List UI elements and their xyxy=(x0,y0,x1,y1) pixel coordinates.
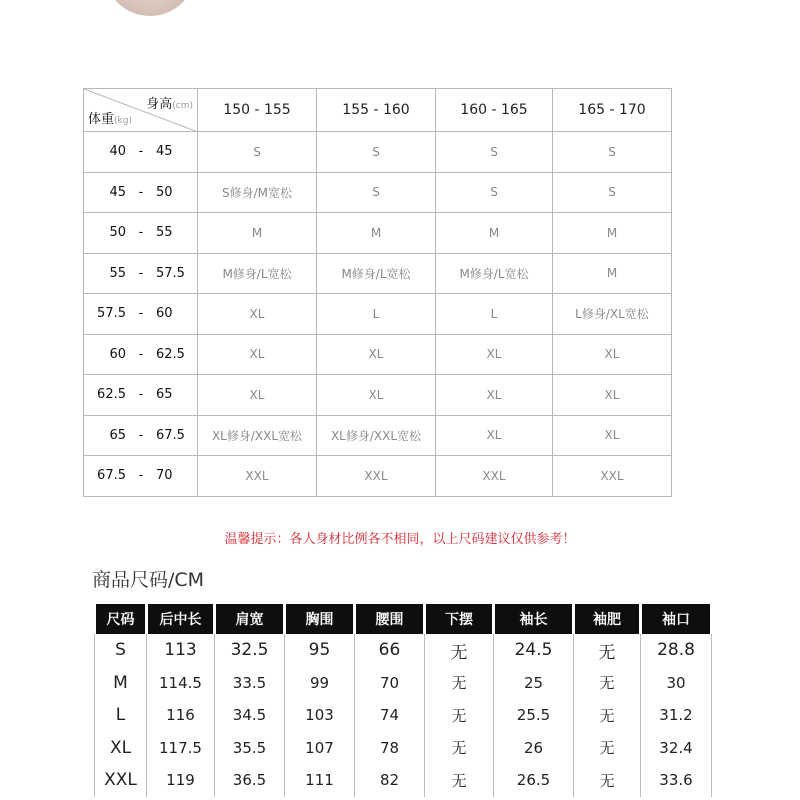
height-axis-label: 身高(cm) xyxy=(146,97,193,112)
measurement-cell: 66 xyxy=(355,634,425,667)
measurement-cell: 32.5 xyxy=(215,634,285,667)
measurement-cell: 无 xyxy=(574,667,641,700)
model-avatar-image xyxy=(104,0,196,16)
product-size-table xyxy=(93,604,713,797)
recommended-size-cell: XXL xyxy=(553,456,672,497)
measurement-cell: 32.4 xyxy=(641,732,712,765)
weight-row xyxy=(84,172,672,213)
measurement-cell: 无 xyxy=(574,699,641,732)
weight-from: 60 xyxy=(109,346,126,362)
measurement-cell: 25.5 xyxy=(494,699,574,732)
measurement-cell: 无 xyxy=(425,764,494,797)
column-header: 袖长 xyxy=(494,604,574,634)
weight-dash: - xyxy=(138,346,144,362)
size-label-cell: L xyxy=(95,699,147,732)
height-weight-corner-cell xyxy=(84,89,198,132)
recommended-size-cell: S xyxy=(436,172,553,213)
column-header: 腰围 xyxy=(355,604,425,634)
weight-row xyxy=(84,253,672,294)
recommended-size-cell: XL xyxy=(317,375,436,416)
weight-row xyxy=(84,132,672,173)
weight-from: 50 xyxy=(109,225,126,241)
measurement-cell: 111 xyxy=(285,764,355,797)
weight-dash: - xyxy=(138,144,144,160)
recommended-size-cell: M xyxy=(553,253,672,294)
measurement-cell: 无 xyxy=(574,634,641,667)
weight-to: 55 xyxy=(156,225,173,241)
weight-to: 65 xyxy=(156,387,173,403)
size-recommendation-table xyxy=(83,88,672,497)
recommended-size-cell: M xyxy=(436,213,553,254)
height-range-header: 160 - 165 xyxy=(436,89,553,132)
weight-from: 55 xyxy=(109,265,126,281)
weight-range-cell xyxy=(84,172,198,213)
product-header-row xyxy=(95,604,712,634)
product-size-row xyxy=(95,634,712,667)
size-label-cell: S xyxy=(95,634,147,667)
size-label-cell: M xyxy=(95,667,147,700)
measurement-cell: 33.5 xyxy=(215,667,285,700)
column-header: 袖肥 xyxy=(574,604,641,634)
weight-row xyxy=(84,375,672,416)
measurement-cell: 无 xyxy=(425,732,494,765)
weight-to: 70 xyxy=(156,468,173,484)
measurement-cell: 31.2 xyxy=(641,699,712,732)
measurement-cell: 无 xyxy=(425,667,494,700)
recommended-size-cell: S xyxy=(436,132,553,173)
recommended-size-cell: XL xyxy=(436,334,553,375)
height-range-header: 155 - 160 xyxy=(317,89,436,132)
weight-range-cell xyxy=(84,132,198,173)
weight-axis-label: 体重(kg) xyxy=(88,112,132,127)
size-label-cell: XXL xyxy=(95,764,147,797)
recommended-size-cell: XXL xyxy=(436,456,553,497)
weight-from: 40 xyxy=(109,144,126,160)
recommended-size-cell: S xyxy=(553,172,672,213)
measurement-cell: 36.5 xyxy=(215,764,285,797)
recommended-size-cell: M修身/L宽松 xyxy=(198,253,317,294)
recommended-size-cell: S xyxy=(317,172,436,213)
weight-to: 60 xyxy=(156,306,173,322)
product-size-row xyxy=(95,732,712,765)
weight-from: 67.5 xyxy=(97,468,126,484)
column-header: 袖口 xyxy=(641,604,712,634)
recommended-size-cell: S xyxy=(317,132,436,173)
measurement-cell: 78 xyxy=(355,732,425,765)
recommended-size-cell: XL xyxy=(553,334,672,375)
measurement-cell: 25 xyxy=(494,667,574,700)
weight-range-cell xyxy=(84,253,198,294)
recommended-size-cell: S xyxy=(198,132,317,173)
measurement-cell: 117.5 xyxy=(147,732,215,765)
measurement-cell: 35.5 xyxy=(215,732,285,765)
product-size-row xyxy=(95,667,712,700)
recommended-size-cell: S xyxy=(553,132,672,173)
measurement-cell: 28.8 xyxy=(641,634,712,667)
weight-row xyxy=(84,213,672,254)
recommended-size-cell: XXL xyxy=(317,456,436,497)
size-disclaimer-notice: 温馨提示：各人身材比例各不相同，以上尺码建议仅供参考！ xyxy=(224,532,576,547)
weight-to: 57.5 xyxy=(156,265,185,281)
product-size-row xyxy=(95,764,712,797)
measurement-cell: 无 xyxy=(574,764,641,797)
weight-row xyxy=(84,415,672,456)
recommended-size-cell: M修身/L宽松 xyxy=(436,253,553,294)
measurement-cell: 74 xyxy=(355,699,425,732)
column-header: 胸围 xyxy=(285,604,355,634)
height-range-header: 165 - 170 xyxy=(553,89,672,132)
measurement-cell: 116 xyxy=(147,699,215,732)
measurement-cell: 26.5 xyxy=(494,764,574,797)
recommended-size-cell: L修身/XL宽松 xyxy=(553,294,672,335)
recommended-size-cell: XL xyxy=(198,334,317,375)
measurement-cell: 119 xyxy=(147,764,215,797)
weight-to: 45 xyxy=(156,144,173,160)
recommended-size-cell: XL xyxy=(436,415,553,456)
recommended-size-cell: M xyxy=(553,213,672,254)
measurement-cell: 99 xyxy=(285,667,355,700)
measurement-cell: 70 xyxy=(355,667,425,700)
height-range-header: 150 - 155 xyxy=(198,89,317,132)
weight-range-cell xyxy=(84,415,198,456)
weight-dash: - xyxy=(138,387,144,403)
weight-dash: - xyxy=(138,225,144,241)
weight-row xyxy=(84,334,672,375)
measurement-cell: 103 xyxy=(285,699,355,732)
height-header-row xyxy=(84,89,672,132)
weight-dash: - xyxy=(138,184,144,200)
measurement-cell: 30 xyxy=(641,667,712,700)
column-header: 下摆 xyxy=(425,604,494,634)
weight-row xyxy=(84,456,672,497)
recommended-size-cell: XL xyxy=(198,375,317,416)
weight-range-cell xyxy=(84,456,198,497)
measurement-cell: 114.5 xyxy=(147,667,215,700)
recommended-size-cell: XL修身/XXL宽松 xyxy=(198,415,317,456)
weight-from: 45 xyxy=(109,184,126,200)
recommended-size-cell: M xyxy=(317,213,436,254)
recommended-size-cell: XL xyxy=(317,334,436,375)
recommended-size-cell: XL xyxy=(553,415,672,456)
measurement-cell: 107 xyxy=(285,732,355,765)
weight-row xyxy=(84,294,672,335)
column-header: 肩宽 xyxy=(215,604,285,634)
measurement-cell: 24.5 xyxy=(494,634,574,667)
weight-from: 62.5 xyxy=(97,387,126,403)
measurement-cell: 113 xyxy=(147,634,215,667)
weight-to: 62.5 xyxy=(156,346,185,362)
recommended-size-cell: M修身/L宽松 xyxy=(317,253,436,294)
weight-range-cell xyxy=(84,294,198,335)
recommended-size-cell: L xyxy=(436,294,553,335)
column-header: 后中长 xyxy=(147,604,215,634)
recommended-size-cell: S修身/M宽松 xyxy=(198,172,317,213)
column-header: 尺码 xyxy=(95,604,147,634)
measurement-cell: 无 xyxy=(425,634,494,667)
weight-range-cell xyxy=(84,375,198,416)
product-size-row xyxy=(95,699,712,732)
weight-dash: - xyxy=(138,306,144,322)
recommended-size-cell: L xyxy=(317,294,436,335)
weight-range-cell xyxy=(84,213,198,254)
recommended-size-cell: XL xyxy=(553,375,672,416)
weight-range-cell xyxy=(84,334,198,375)
weight-dash: - xyxy=(138,265,144,281)
weight-to: 50 xyxy=(156,184,173,200)
measurement-cell: 无 xyxy=(574,732,641,765)
measurement-cell: 33.6 xyxy=(641,764,712,797)
recommended-size-cell: XXL xyxy=(198,456,317,497)
weight-from: 65 xyxy=(109,427,126,443)
recommended-size-cell: XL修身/XXL宽松 xyxy=(317,415,436,456)
size-label-cell: XL xyxy=(95,732,147,765)
weight-dash: - xyxy=(138,468,144,484)
weight-from: 57.5 xyxy=(97,306,126,322)
recommended-size-cell: XL xyxy=(198,294,317,335)
measurement-cell: 95 xyxy=(285,634,355,667)
weight-to: 67.5 xyxy=(156,427,185,443)
product-size-title: 商品尺码/CM xyxy=(92,569,205,591)
measurement-cell: 34.5 xyxy=(215,699,285,732)
measurement-cell: 82 xyxy=(355,764,425,797)
weight-dash: - xyxy=(138,427,144,443)
recommended-size-cell: XL xyxy=(436,375,553,416)
measurement-cell: 26 xyxy=(494,732,574,765)
recommended-size-cell: M xyxy=(198,213,317,254)
measurement-cell: 无 xyxy=(425,699,494,732)
